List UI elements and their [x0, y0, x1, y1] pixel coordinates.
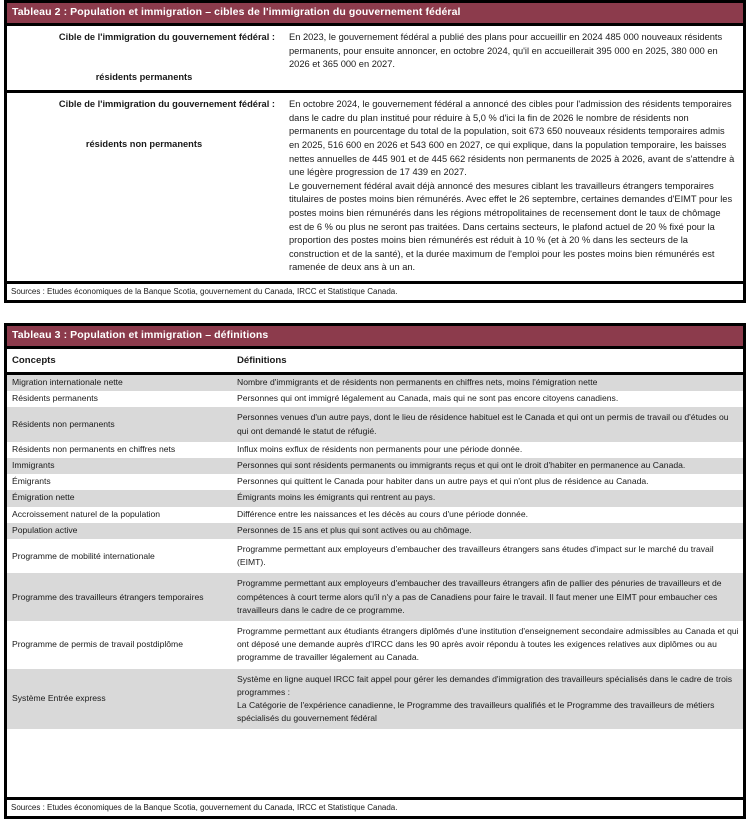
definition-paragraph: La Catégorie de l'expérience canadienne, le Programme des travailleurs qualifiés et le Programme des travailleurs de métiers spécialisés du gouvernement fédéral [237, 699, 715, 724]
table-row [7, 26, 743, 92]
concept-cell: Résidents non permanents en chiffres nets [7, 442, 232, 458]
definition-cell [232, 474, 743, 490]
table-2-definition-cell-1 [281, 92, 743, 281]
definition-paragraph: En octobre 2024, le gouvernement fédéral a annoncé des cibles pour l'admission des résidents temporaires dans le cadre du plan institué pour réduire à 5,0 % d'ici la fin de 2026 le nombre de résidents non permanents en pourcentage du total de la population, soit 673 650 nouveaux résidents temporaires admis en 2025, 516 600 en 2026 et 543 600 en 2027, ce qui explique, dans la population temporaire, les baisses nettes annuelles de 445 901 et de 445 662 résidents non permanents de 2025 à 2026, avant de s'attendre à une légère progression de 17 439 en 2027. [289, 99, 735, 178]
definition-paragraph: Personnes qui quittent le Canada pour habiter dans un autre pays et qui n'ont plus de résidence au Canada. [237, 476, 649, 487]
concept-cell: Migration internationale nette [7, 373, 232, 391]
table-2-concept-cell-0 [7, 26, 281, 92]
column-header-concepts: Concepts [7, 349, 232, 374]
definition-paragraph: Personnes venues d'un autre pays, dont le lieu de résidence habituel est le Canada et qui ont un permis de travail ou d'études ou qui ont demandé le statut de réfugié. [237, 412, 729, 436]
table-2-concept-cell-1 [7, 92, 281, 281]
table-2-block [4, 0, 746, 303]
table-row [7, 669, 743, 730]
table-row [7, 539, 743, 573]
definition-paragraph: Système en ligne auquel IRCC fait appel pour gérer les demandes d'immigration des travailleurs spécialisés dans le cadre de trois programmes : [237, 673, 733, 697]
table-gap [0, 303, 750, 323]
definition-cell [232, 539, 743, 573]
concept-cell: Immigrants [7, 458, 232, 474]
definition-paragraph: Le gouvernement fédéral avait déjà annoncé des mesures ciblant les travailleurs étrangers temporaires titulaires de postes moins bien rémunérés. Avec effet le 26 septembre, certaines demandes d'EIMT pour les postes moins bien rémunérés dans les régions métropolitaines de recensement dont le taux de chômage est de 6 % ou plus ne seront pas traitées. Dans certains secteurs, le plafond actuel de 20 % fixé pour la proportion des postes moins bien rémunérés est réduit à 10 % (et à 20 % dans les secteurs de la construction et de la santé), et la durée maximum de l'emploi pour les postes moins bien rémunérés est ramenée de deux ans à un an. [289, 180, 733, 273]
table-row [7, 523, 743, 539]
definition-cell [232, 523, 743, 539]
definition-cell [232, 373, 743, 391]
concept-cell: Population active [7, 523, 232, 539]
table-row [7, 373, 743, 391]
definition-cell [232, 507, 743, 523]
table-row [7, 573, 743, 621]
definition-cell [232, 442, 743, 458]
definition-paragraph: Programme permettant aux étudiants étrangers diplômés d'une institution d'enseignement secondaire admissibles au Canada et qui ont déposé une demande auprès d'IRCC dans les 90 après avoir répondu à toutes les exigences relatives aux diplômes ou au programme de travailler légalement au Canada. [237, 625, 739, 663]
concept-cell: Émigrants [7, 474, 232, 490]
definition-paragraph: Émigrants moins les émigrants qui rentrent au pays. [237, 492, 436, 503]
table-3-block [4, 323, 746, 819]
table-row [7, 458, 743, 474]
definition-paragraph: Influx moins exflux de résidents non permanents pour une période donnée. [237, 443, 523, 454]
table-2-body [7, 26, 743, 281]
concept-cell: Programme de mobilité internationale [7, 539, 232, 573]
definition-paragraph: Nombre d'immigrants et de résidents non permanents en chiffres nets, moins l'émigration nette [237, 376, 598, 387]
concept-cell: Système Entrée express [7, 669, 232, 730]
concept-label: Cible de l'immigration du gouvernement fédéral : [58, 32, 275, 42]
concept-sublabel: résidents permanents [95, 71, 193, 82]
table-2-title: Tableau 2 : Population et immigration – cibles de l'immigration du gouvernement fédéral [7, 3, 743, 26]
concept-label: Cible de l'immigration du gouvernement fédéral : [58, 99, 275, 110]
concept-sublabel: résidents non permanents [85, 138, 203, 149]
definition-paragraph: Différence entre les naissances et les décès au cours d'une période donnée. [237, 508, 528, 519]
table-row [7, 442, 743, 458]
definition-cell [232, 407, 743, 441]
table-2-definition-cell-0 [281, 26, 743, 92]
concept-cell: Accroissement naturel de la population [7, 507, 232, 523]
table-row [7, 391, 743, 407]
table-row [7, 407, 743, 441]
definition-cell [232, 458, 743, 474]
concept-cell: Résidents permanents [7, 391, 232, 407]
table-row [7, 621, 743, 669]
table-row [7, 490, 743, 506]
table-3-head [7, 349, 743, 374]
column-header-definitions: Définitions [232, 349, 743, 374]
table-3-title: Tableau 3 : Population et immigration – définitions [7, 326, 743, 349]
definition-paragraph: Programme permettant aux employeurs d'embaucher des travailleurs étrangers afin de pallier des pénuries de travailleurs et de compétences à court terme alors qu'il n'y a pas de Canadiens pour faire le travail. Il faut mener une EIMT pour embaucher ces travailleurs dans le cadre de ce programme. [237, 578, 722, 615]
table-2 [7, 26, 743, 281]
table-3-body [7, 373, 743, 729]
table-2-sources: Sources : Etudes économiques de la Banque Scotia, gouvernement du Canada, IRCC et Statistique Canada. [7, 281, 743, 300]
definition-cell [232, 669, 743, 730]
concept-cell: Émigration nette [7, 490, 232, 506]
table-3-sources: Sources : Etudes économiques de la Banque Scotia, gouvernement du Canada, IRCC et Statistique Canada. [7, 797, 743, 816]
table-row [7, 507, 743, 523]
table-header-row [7, 349, 743, 374]
definition-cell [232, 490, 743, 506]
definition-paragraph: Personnes qui ont immigré légalement au Canada, mais qui ne sont pas encore citoyens canadiens. [237, 393, 619, 404]
concept-cell: Résidents non permanents [7, 407, 232, 441]
table-row [7, 92, 743, 281]
concept-cell: Programme de permis de travail postdiplôme [7, 621, 232, 669]
table-3 [7, 349, 743, 729]
definition-paragraph: Personnes de 15 ans et plus qui sont actives ou au chômage. [237, 524, 472, 535]
table-row [7, 474, 743, 490]
table-3-bottom-spacer [7, 729, 743, 797]
definition-paragraph: Personnes qui sont résidents permanents ou immigrants reçus et qui ont le droit d'habiter en permanence au Canada. [237, 459, 686, 470]
definition-cell [232, 391, 743, 407]
definition-paragraph: En 2023, le gouvernement fédéral a publié des plans pour accueillir en 2024 485 000 nouveaux résidents permanents, pour ensuite annoncer, en octobre 2024, qu'il en accueillerait 395 000 en 2025, 380 000 en 2026 et 365 000 en 2027. [289, 32, 723, 70]
definition-cell [232, 573, 743, 621]
concept-cell: Programme des travailleurs étrangers temporaires [7, 573, 232, 621]
definition-paragraph: Programme permettant aux employeurs d'embaucher des travailleurs étrangers sans études d'impact sur le marché du travail (EIMT). [237, 543, 714, 568]
definition-cell [232, 621, 743, 669]
